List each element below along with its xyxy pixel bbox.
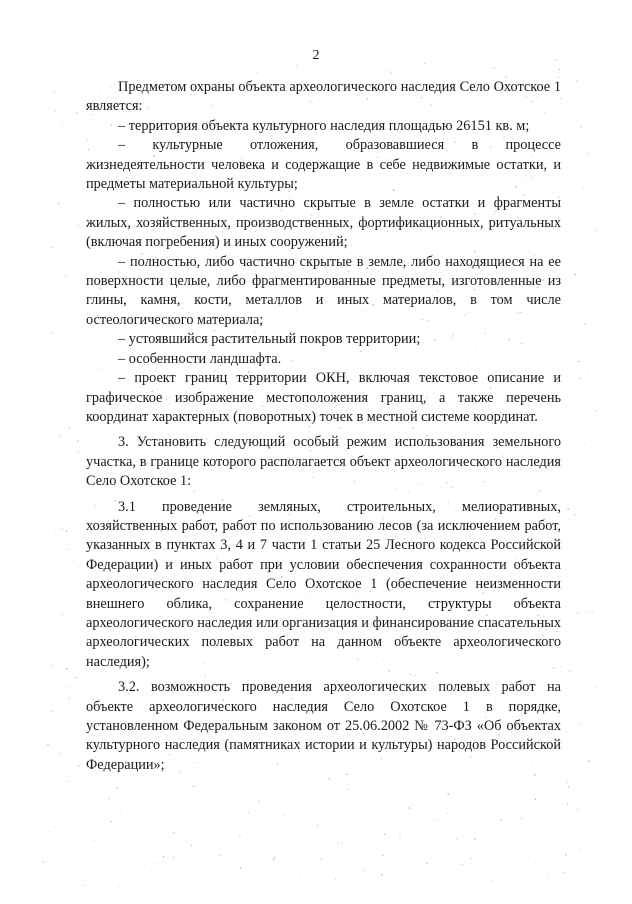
paragraph-vegetation: – устоявшийся растительный покров территории; bbox=[118, 331, 421, 348]
paragraph-landscape: – особенности ландшафта. bbox=[118, 350, 282, 367]
page-number: 2 bbox=[312, 48, 320, 63]
paragraph-protection-subject: Предметом охраны объекта археологического наследия Село Охотское 1 является: bbox=[86, 79, 561, 115]
paragraph-boundary-project: – проект границ территории ОКН, включая текстовое описание и графическое изображение местоположения границ, а также перечень координат характерных (поворотных) точек в местной системе координат. bbox=[86, 370, 561, 425]
paragraph-special-regime: 3. Установить следующий особый режим использования земельного участка, в границе которого располагается объект археологического наследия Село Охотское 1: bbox=[86, 434, 561, 490]
document-body bbox=[86, 78, 561, 775]
paragraph-territory-area: – территория объекта культурного наследия площадью 26151 кв. м; bbox=[118, 117, 530, 134]
paragraph-clause-3-1: 3.1 проведение земляных, строительных, мелиоративных, хозяйственных работ, работ по использованию лесов (за исключением работ, указанных в пунктах 3, 4 и 7 части 1 статьи 25 Лесного кодекса Российской Федерации) и иных работ при условии обеспечения сохранности объекта археологического наследия Село Охотское 1 (обеспечение неизменности внешнего облика, сохранение целостности, структуры объекта археологического наследия или организация и финансирование спасательных археологических полевых работ на данном объекте археологического наследия); bbox=[86, 498, 561, 670]
paragraph-cultural-layers: – культурные отложения, образовавшиеся в процессе жизнедеятельности человека и содержащие в себе недвижимые остатки, и предметы материальной культуры; bbox=[86, 137, 561, 193]
paragraph-buried-structures: – полностью или частично скрытые в земле остатки и фрагменты жилых, хозяйственных, производственных, фортификационных, ритуальных (включая погребения) и иных сооружений; bbox=[86, 195, 561, 251]
paragraph-clause-3-2: 3.2. возможность проведения археологических полевых работ на объекте археологического наследия Село Охотское 1 в порядке, установленном Федеральным законом от 25.06.2002 № 73-ФЗ «Об объектах культурного наследия (памятниках истории и культуры) народов Российской Федерации»; bbox=[86, 679, 561, 773]
paragraph-buried-objects: – полностью, либо частично скрытые в земле, либо находящиеся на ее поверхности целые, либо фрагментированные предметы, изготовленные из глины, камня, кости, металлов и иных материалов, в том числе остеологического материала; bbox=[86, 253, 561, 328]
